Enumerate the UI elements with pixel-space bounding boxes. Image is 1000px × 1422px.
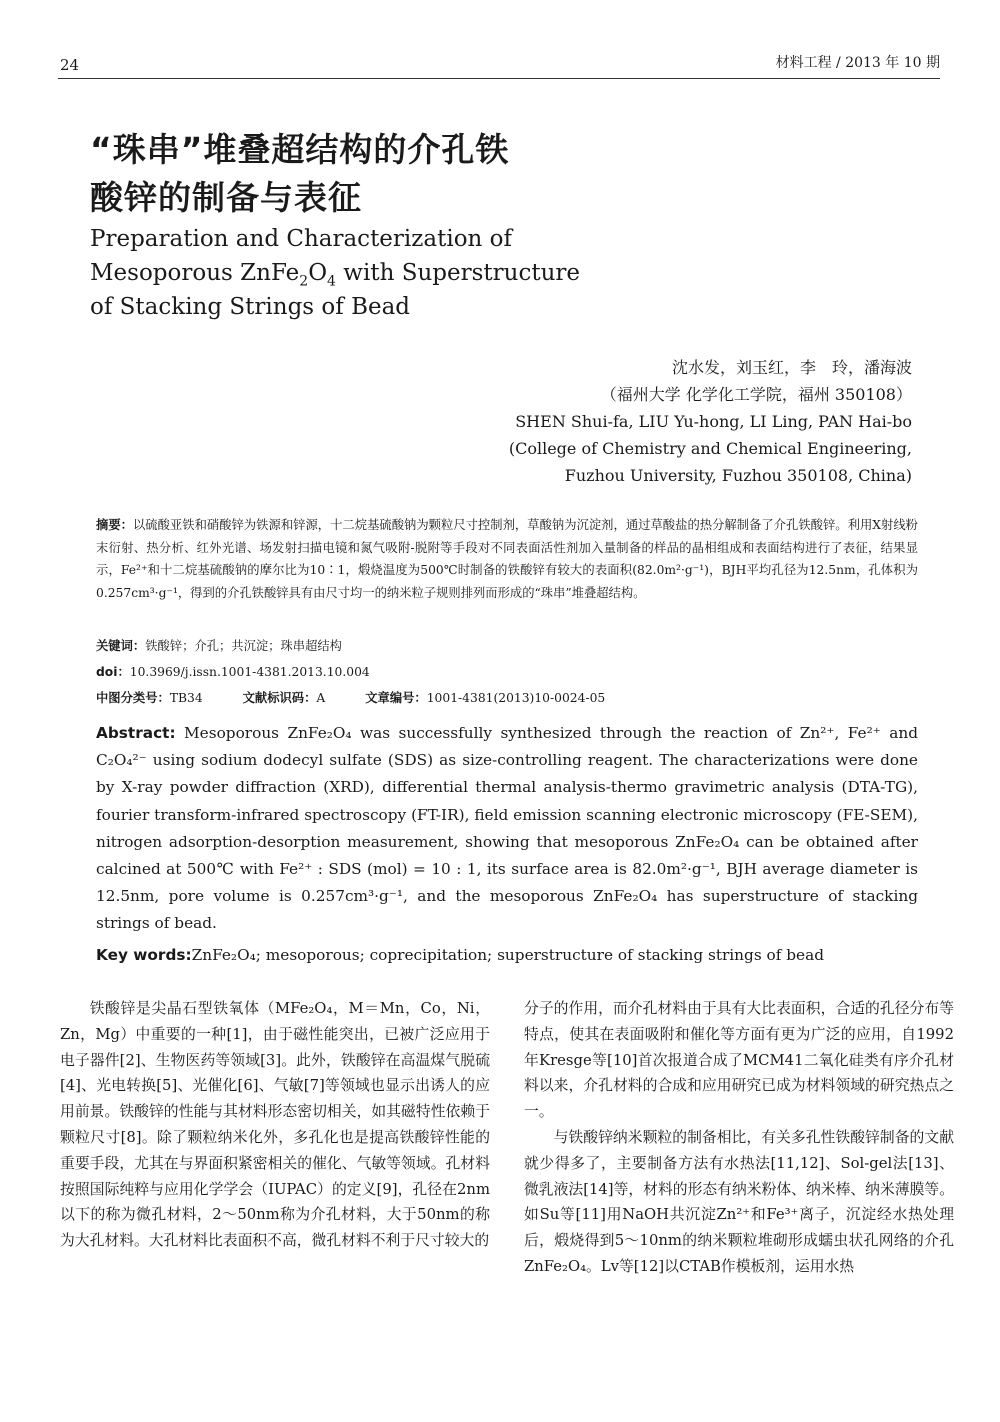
affiliation-en-1: (College of Chemistry and Chemical Engineering, <box>508 439 912 458</box>
journal-header: 材料工程 / 2013 年 10 期 <box>775 55 940 71</box>
keywords-en-text: ZnFe₂O₄; mesoporous; coprecipitation; superstructure of stacking strings of bead <box>191 946 825 964</box>
keywords-cn <box>96 636 342 654</box>
article-number-value: 1001-4381(2013)10-0024-05 <box>426 691 606 705</box>
keywords-en <box>96 946 918 964</box>
english-title-line-2-rest: with Superstructure <box>343 260 580 286</box>
doi-value: 10.3969/j.issn.1001-4381.2013.10.004 <box>129 665 370 679</box>
keywords-cn-label: 关键词： <box>96 639 146 653</box>
author-names-en: SHEN Shui-fa, LIU Yu-hong, LI Ling, PAN Hai-bo <box>515 412 912 431</box>
body-paragraph-intro: 铁酸锌是尖晶石型铁氧体（MFe₂O₄，M＝Mn，Co，Ni，Zn，Mg）中重要的一种[1]，由于磁性能突出，已被广泛应用于电子器件[2]、生物医药等领域[3]。此外，铁酸锌在高温煤气脱硫[4]、光电转换[5]、光催化[6]、气敏[7]等领域也显示出诱人的应用前景。铁酸锌的性能与其材料形态密切相关，如其磁特性依赖于颗粒尺寸[8]。除了颗粒纳米化外，多孔化也是提高铁酸锌性能的重要手段，尤其在与界面积紧密相关的催化、气敏等领域。孔材料按照国际纯粹与应用化学学会（IUPAC）的定义[9]，孔径在2nm以下的称为微孔材料，2～50nm称为介孔材料，大于50nm的称为大孔材料。大孔材料比表面积不高，微孔材料不利于尺寸较大的 <box>60 1000 490 1250</box>
keywords-en-label: Key words: <box>96 946 192 964</box>
body-left-column <box>60 996 490 1254</box>
chinese-title-line-1: “珠串”堆叠超结构的介孔铁 <box>90 130 510 169</box>
body-paragraph-methods: 与铁酸锌纳米颗粒的制备相比，有关多孔性铁酸锌制备的文献就少得多了，主要制备方法有水热法[11,12]、Sol-gel法[13]、微乳液法[14]等，材料的形态有纳米粉体、纳米棒、纳米薄膜等。如Su等[11]用NaOH共沉淀Zn²⁺和Fe³⁺离子，沉淀经水热处理后，煅烧得到5～10nm的纳米颗粒堆砌形成蠕虫状孔网络的介孔ZnFe₂O₄。Lv等[12]以CTAB作模板剂，运用水热 <box>524 1128 954 1275</box>
affiliation-en-2: Fuzhou University, Fuzhou 350108, China) <box>564 466 912 485</box>
english-abstract <box>96 720 918 938</box>
doi <box>96 662 370 680</box>
authors-block <box>312 354 912 489</box>
body-right-column <box>524 996 954 1280</box>
affiliation-cn: （福州大学 化学化工学院，福州 350108） <box>600 385 912 404</box>
doc-code-label: 文献标识码： <box>242 691 317 705</box>
english-abstract-text: Mesoporous ZnFe₂O₄ was successfully synthesized through the reaction of Zn²⁺, Fe²⁺ and C₂O₄²⁻ using sodium dodecyl sulfate (SDS) as size-controlling reagent. The characterizations were done by X-ray powder diffraction (XRD), differential thermal analysis-thermo gravimetric analysis (DTA-TG), fourier transform-infrared spectroscopy (FT-IR), field emission scanning electronic microscopy (FE-SEM), nitrogen adsorption-desorption measurement, showing that mesoporous ZnFe₂O₄ can be obtained after calcined at 500℃ with Fe²⁺ : SDS (mol) = 10 : 1, its surface area is 82.0m²·g⁻¹, BJH average diameter is 12.5nm, pore volume is 0.257cm³·g⁻¹, and the mesoporous ZnFe₂O₄ has superstructure of stacking strings of bead. <box>96 724 918 933</box>
article-number-label: 文章编号： <box>365 691 427 705</box>
english-title-line-1: Preparation and Characterization of <box>90 226 513 252</box>
chinese-title-line-2: 酸锌的制备与表征 <box>90 178 362 217</box>
chinese-abstract-text: 以硫酸亚铁和硝酸锌为铁源和锌源，十二烷基硫酸钠为颗粒尺寸控制剂，草酸钠为沉淀剂，通过草酸盐的热分解制备了介孔铁酸锌。利用X射线粉末衍射、热分析、红外光谱、场发射扫描电镜和氮气吸附-脱附等手段对不同表面活性剂加入量制备的样品的晶相组成和表面结构进行了表征，结果显示，Fe²⁺和十二烷基硫酸钠的摩尔比为10∶1，煅烧温度为500℃时制备的铁酸锌有较大的表面积(82.0m²·g⁻¹)，BJH平均孔径为12.5nm，孔体积为0.257cm³·g⁻¹，得到的介孔铁酸锌具有由尺寸均一的纳米粒子规则排列而形成的“珠串”堆叠超结构。 <box>96 518 918 600</box>
english-abstract-label: Abstract: <box>96 724 176 742</box>
header-rule <box>58 78 940 79</box>
classification-line <box>96 688 605 706</box>
english-title <box>90 222 650 324</box>
clc-value: TB34 <box>169 691 203 705</box>
body-paragraph-continued: 分子的作用，而介孔材料由于具有大比表面积，合适的孔径分布等特点，使其在表面吸附和催化等方面有更为广泛的应用，自1992年Kresge等[10]首次报道合成了MCM41二氧化硅类有序介孔材料以来，介孔材料的合成和应用研究已成为材料领域的研究热点之一。 <box>524 1000 954 1121</box>
chinese-title <box>90 126 650 222</box>
page-number: 24 <box>60 56 80 74</box>
doi-label: doi： <box>96 665 130 679</box>
doc-code-value: A <box>316 691 326 705</box>
clc-label: 中图分类号： <box>96 691 170 705</box>
chinese-abstract <box>96 514 918 604</box>
english-title-line-2: Mesoporous $ZnFe_2O_4$ with Superstructure <box>90 260 580 290</box>
chinese-abstract-label: 摘要： <box>96 518 133 532</box>
english-title-line-3: of Stacking Strings of Bead <box>90 294 411 320</box>
author-names-cn: 沈水发，刘玉红，李 玲，潘海波 <box>671 358 912 377</box>
keywords-cn-text: 铁酸锌；介孔；共沉淀；珠串超结构 <box>145 639 342 653</box>
